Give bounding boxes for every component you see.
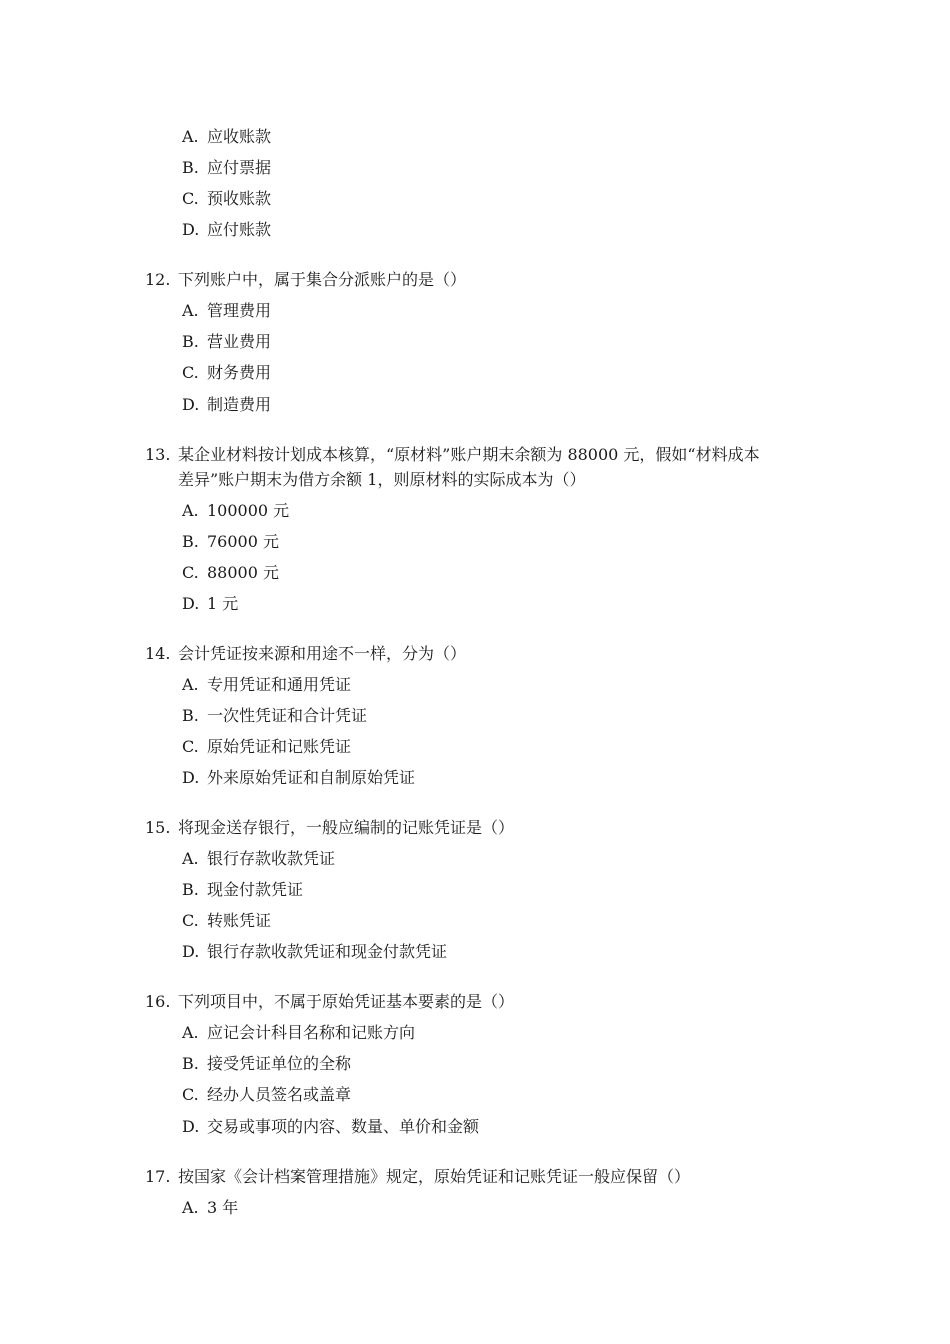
option-text: 应付账款 — [207, 220, 272, 239]
option-text: 一次性凭证和合计凭证 — [207, 706, 368, 725]
option-letter: C. — [182, 737, 199, 756]
question-text: 下列账户中，属于集合分派账户的是（） — [178, 270, 467, 289]
option-letter: A. — [182, 1023, 199, 1042]
option-text: 管理费用 — [207, 301, 272, 320]
option-letter: B. — [182, 1054, 199, 1073]
question-text: 某企业材料按计划成本核算，“原材料”账户期末余额为 88000 元，假如“材料成本 — [178, 445, 760, 464]
option-text: 100000 元 — [207, 501, 290, 520]
option-letter: A. — [182, 1198, 199, 1217]
option-text: 预收账款 — [207, 189, 272, 208]
option-text: 营业费用 — [207, 332, 272, 351]
option-text: 银行存款收款凭证和现金付款凭证 — [207, 942, 448, 961]
question-number: 17. — [145, 1167, 171, 1186]
option-text: 外来原始凭证和自制原始凭证 — [207, 768, 416, 787]
option-letter: D. — [182, 220, 200, 239]
option-letter: C. — [182, 563, 199, 582]
option-text: 现金付款凭证 — [207, 880, 304, 899]
option-letter: B. — [182, 706, 199, 725]
option-letter: B. — [182, 332, 199, 351]
option-text: 应付票据 — [207, 158, 272, 177]
option-letter: D. — [182, 1117, 200, 1136]
question-number: 15. — [145, 818, 171, 837]
option-letter: A. — [182, 301, 199, 320]
option-letter: D. — [182, 768, 200, 787]
option-letter: C. — [182, 363, 199, 382]
option-text: 88000 元 — [207, 563, 279, 582]
option-letter: B. — [182, 532, 199, 551]
option-letter: B. — [182, 880, 199, 899]
option-text: 应记会计科目名称和记账方向 — [207, 1023, 416, 1042]
option-text: 应收账款 — [207, 127, 272, 146]
option-text: 接受凭证单位的全称 — [207, 1054, 352, 1073]
option-text: 财务费用 — [207, 363, 272, 382]
option-letter: C. — [182, 911, 199, 930]
question-text: 将现金送存银行，一般应编制的记账凭证是（） — [178, 818, 515, 837]
question-number: 12. — [145, 270, 171, 289]
question-text: 下列项目中，不属于原始凭证基本要素的是（） — [178, 992, 515, 1011]
option-text: 3 年 — [207, 1198, 239, 1217]
question-number: 14. — [145, 644, 171, 663]
option-text: 经办人员签名或盖章 — [207, 1085, 352, 1104]
option-letter: A. — [182, 675, 199, 694]
option-letter: D. — [182, 594, 200, 613]
question-number: 16. — [145, 992, 171, 1011]
option-letter: D. — [182, 942, 200, 961]
option-text: 1 元 — [207, 594, 239, 613]
option-text: 银行存款收款凭证 — [207, 849, 336, 868]
question-number: 13. — [145, 445, 171, 464]
option-text: 专用凭证和通用凭证 — [207, 675, 352, 694]
option-letter: C. — [182, 189, 199, 208]
option-text: 原始凭证和记账凭证 — [207, 737, 352, 756]
option-letter: A. — [182, 501, 199, 520]
option-letter: A. — [182, 849, 199, 868]
option-letter: A. — [182, 127, 199, 146]
option-letter: D. — [182, 395, 200, 414]
question-text: 差异”账户期末为借方余额 1，则原材料的实际成本为（） — [178, 470, 586, 489]
option-text: 76000 元 — [207, 532, 279, 551]
question-text: 按国家《会计档案管理措施》规定，原始凭证和记账凭证一般应保留（） — [178, 1167, 691, 1186]
option-text: 转账凭证 — [207, 911, 272, 930]
option-letter: B. — [182, 158, 199, 177]
option-letter: C. — [182, 1085, 199, 1104]
question-text: 会计凭证按来源和用途不一样，分为（） — [178, 644, 467, 663]
option-text: 制造费用 — [207, 395, 272, 414]
option-text: 交易或事项的内容、数量、单价和金额 — [207, 1117, 480, 1136]
